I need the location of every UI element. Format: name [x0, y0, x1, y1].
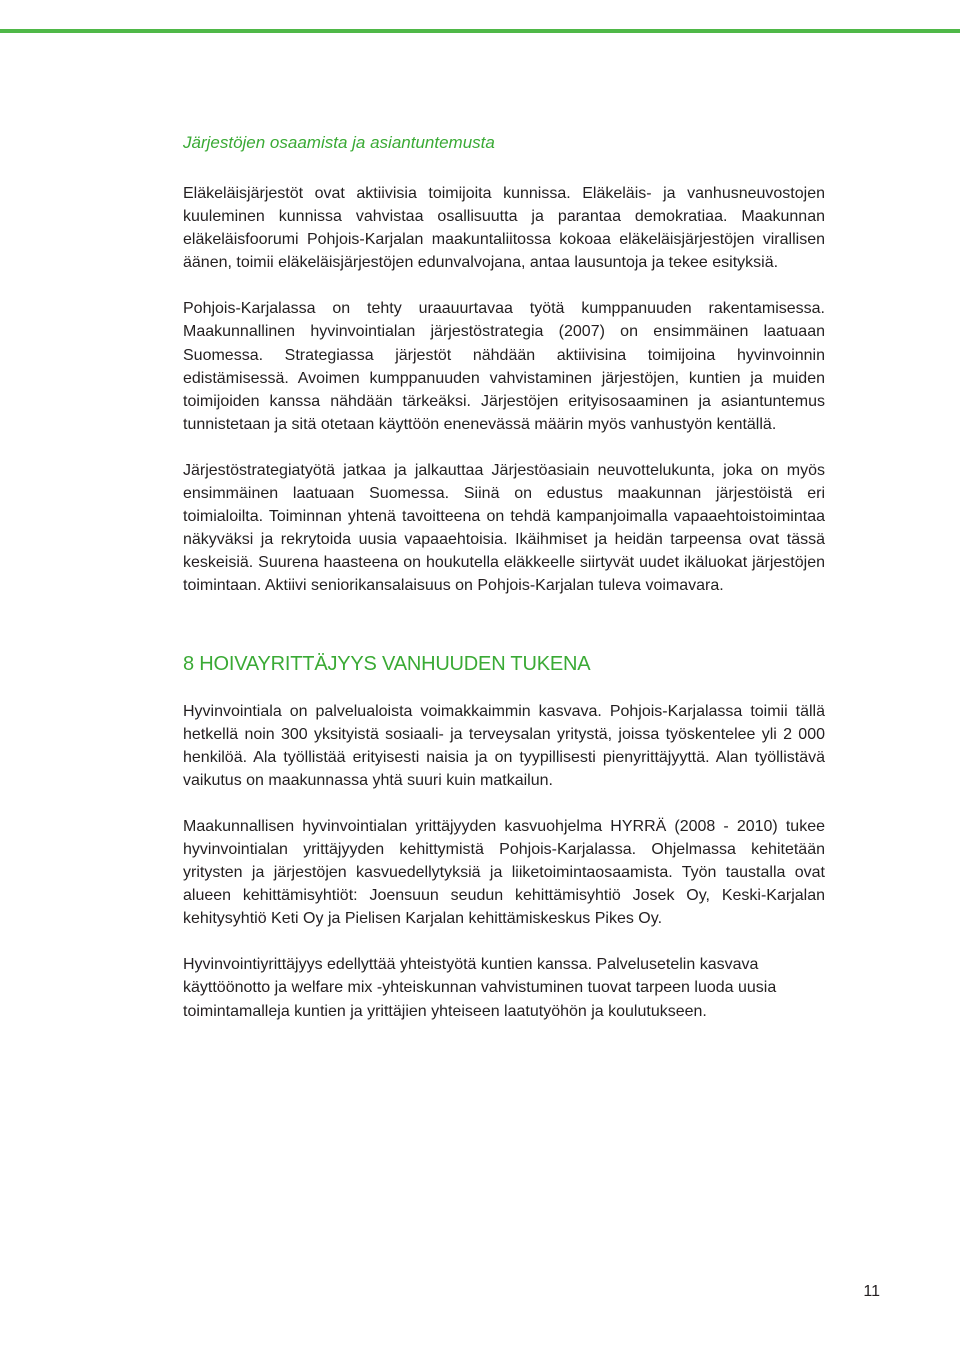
- page-number: 11: [863, 1283, 880, 1300]
- page-content: [183, 131, 825, 1046]
- paragraph: Järjestöstrategiatyötä jatkaa ja jalkauttaa Järjestöasiain neuvottelukunta, joka on myös ensimmäinen laatuaan Suomessa. Siinä on edustus maakunnan järjestöistä eri toimialoilta. Toiminnan yhtenä tavoitteena on tehdä kampanjoimalla vapaaehtoistoimintaa näkyväksi ja rekrytoida uusia vapaaehtoisia. Ikäihmiset ja heidän tarpeensa ovat tässä keskeisiä. Suurena haasteena on houkutella eläkkeelle siirtyvät uudet ikäluokat järjestöjen toimintaan. Aktiivi seniorikansalaisuus on Pohjois-Karjalan tuleva voimavara.: [183, 461, 825, 595]
- paragraph: Hyvinvointiyrittäjyys edellyttää yhteistyötä kuntien kanssa. Palvelusetelin kasvava käyttöönotto ja welfare mix -yhteiskunnan vahvistuminen tuovat tarpeen luoda uusia toimintamalleja kuntien ja yrittäjien yhteiseen laatutyöhön ja koulutukseen.: [183, 956, 777, 1020]
- paragraph: Maakunnallisen hyvinvointialan yrittäjyyden kasvuohjelma HYRRÄ (2008 - 2010) tukee hyvinvointialan yrittäjyyden kehittymistä Pohjois-Karjalassa. Ohjelmassa kehitetään yritysten ja järjestöjen kasvuedellytyksiä ja liiketoimintaosaamista. Työn taustalla ovat alueen kehittämisyhtiöt: Joensuun seudun kehittämisyhtiö Josek Oy, Keski-Karjalan kehitysyhtiö Keti Oy ja Pielisen Karjalan kehittämiskeskus Pikes Oy.: [183, 817, 825, 928]
- chapter-heading: 8 HOIVAYRITTÄJYYS VANHUUDEN TUKENA: [183, 652, 591, 675]
- paragraph: Eläkeläisjärjestöt ovat aktiivisia toimijoita kunnissa. Eläkeläis- ja vanhusneuvostojen kuuleminen kunnissa vahvistaa osallisuutta ja parantaa demokratiaa. Maakunnan eläkeläisfoorumi Pohjois-Karjalan maakuntaliitossa kokoaa eläkeläisjärjestöjen virallisen äänen, toimii eläkeläisjärjestöjen edunvalvojana, antaa lausuntoja ja tekee esityksiä.: [183, 185, 825, 272]
- paragraph: Pohjois-Karjalassa on tehty uraauurtavaa työtä kumppanuuden rakentamisessa. Maakunnallinen hyvinvointialan järjestöstrategia (2007) on ensimmäinen laatuaan Suomessa. Strategiassa järjestöt nähdään aktiivisina toimijoina hyvinvoinnin edistämisessä. Avoimen kumppanuuden vahvistaminen järjestöjen, kuntien ja muiden toimijoiden kanssa nähdään tärkeäksi. Järjestöjen erityisosaaminen ja asiantuntemus tunnistetaan ja sitä otetaan käyttöön enenevässä määrin myös vanhustyön kentällä.: [183, 300, 825, 433]
- header-accent-rule: [0, 29, 960, 33]
- paragraph: Hyvinvointiala on palvelualoista voimakkaimmin kasvava. Pohjois-Karjalassa toimii tällä hetkellä noin 300 yksityistä sosiaali- ja terveysalan yritystä, joissa työskentelee yli 2 000 henkilöä. Ala työllistää erityisesti naisia ja on tyypillisesti pienyrittäjyyttä. Alan työllistävä vaikutus on maakunnassa yhtä suuri kuin matkailun.: [183, 702, 825, 789]
- section-subheading: Järjestöjen osaamista ja asiantuntemusta: [183, 133, 495, 152]
